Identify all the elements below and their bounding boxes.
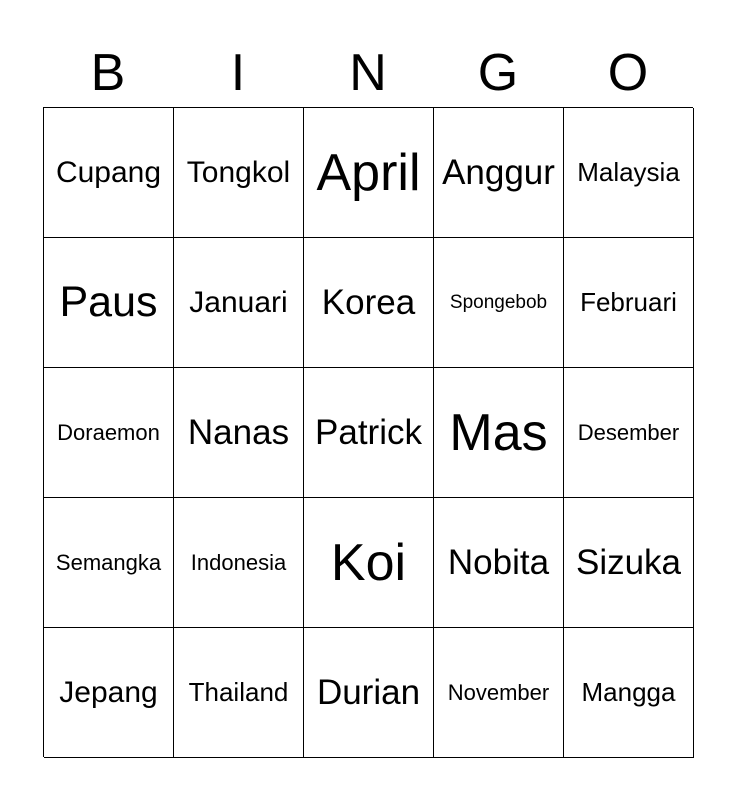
bingo-cell[interactable]: Koi bbox=[304, 498, 434, 628]
header-letter-g: G bbox=[477, 44, 519, 102]
bingo-cell[interactable]: Indonesia bbox=[174, 498, 304, 628]
bingo-cell[interactable]: Mangga bbox=[564, 628, 694, 758]
bingo-cell[interactable]: Tongkol bbox=[174, 108, 304, 238]
bingo-cell[interactable]: Jepang bbox=[44, 628, 174, 758]
bingo-cell[interactable]: Cupang bbox=[44, 108, 174, 238]
header-letter-o: O bbox=[607, 44, 649, 102]
bingo-cell[interactable]: Anggur bbox=[434, 108, 564, 238]
bingo-cell[interactable]: Malaysia bbox=[564, 108, 694, 238]
bingo-cell[interactable]: Paus bbox=[44, 238, 174, 368]
bingo-cell[interactable]: Spongebob bbox=[434, 238, 564, 368]
bingo-cell[interactable]: Desember bbox=[564, 368, 694, 498]
header-letter-b: B bbox=[90, 44, 126, 102]
bingo-cell[interactable]: Januari bbox=[174, 238, 304, 368]
bingo-cell[interactable]: April bbox=[304, 108, 434, 238]
bingo-cell[interactable]: Doraemon bbox=[44, 368, 174, 498]
bingo-cell[interactable]: Nobita bbox=[434, 498, 564, 628]
header-letter-i: I bbox=[230, 44, 246, 102]
bingo-cell[interactable]: Nanas bbox=[174, 368, 304, 498]
header-letter-n: N bbox=[349, 44, 387, 102]
bingo-cell[interactable]: Semangka bbox=[44, 498, 174, 628]
bingo-cell[interactable]: Sizuka bbox=[564, 498, 694, 628]
bingo-header bbox=[43, 40, 693, 106]
bingo-cell[interactable]: Thailand bbox=[174, 628, 304, 758]
bingo-cell[interactable]: November bbox=[434, 628, 564, 758]
bingo-cell[interactable]: Mas bbox=[434, 368, 564, 498]
bingo-cell[interactable]: Patrick bbox=[304, 368, 434, 498]
bingo-cell[interactable]: Korea bbox=[304, 238, 434, 368]
bingo-cell[interactable]: Februari bbox=[564, 238, 694, 368]
bingo-cell[interactable]: Durian bbox=[304, 628, 434, 758]
bingo-board bbox=[43, 107, 693, 757]
